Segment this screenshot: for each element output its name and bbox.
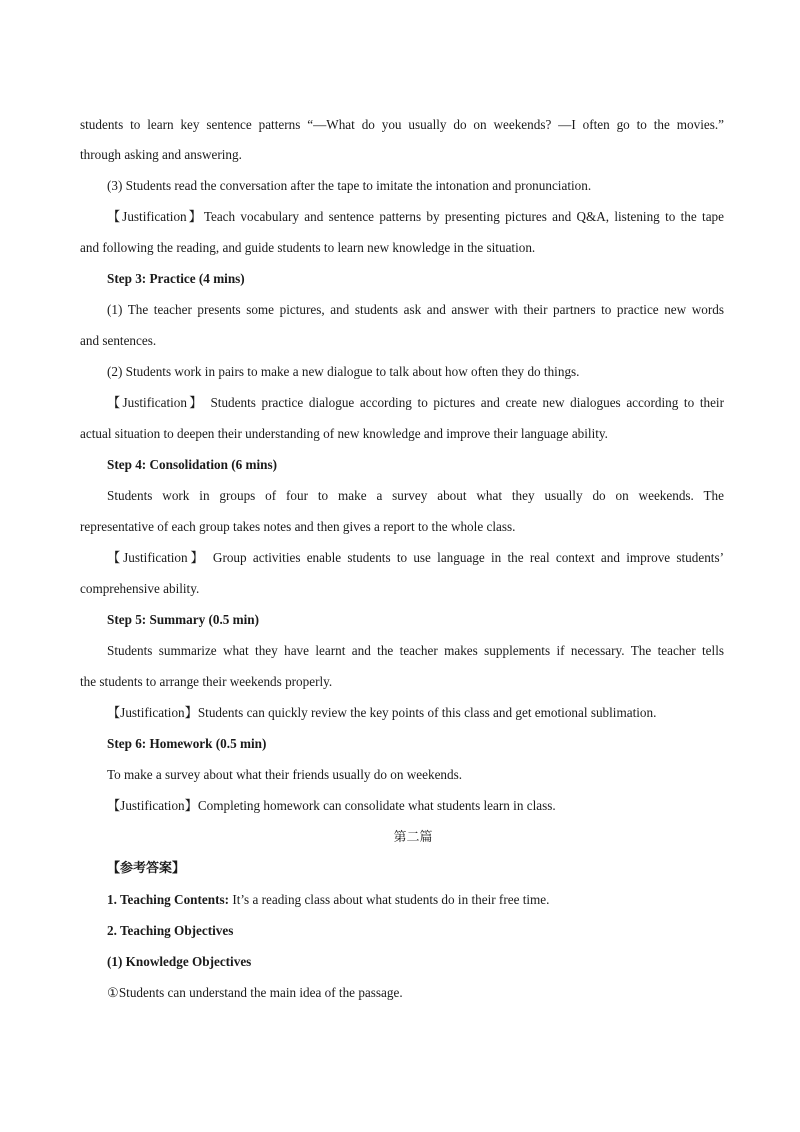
paragraph-line: Students work in groups of four to make a survey about what they usually do on weekends. The [107,488,724,503]
paragraph-line: students to learn key sentence patterns “—What do you usually do on weekends? —I often go to the movies.” [80,117,724,132]
objectives-heading: 2. Teaching Objectives [107,923,234,938]
paragraph-line: through asking and answering. [80,147,242,162]
step-heading: Step 4: Consolidation (6 mins) [107,457,277,472]
justification-line: 【Justification】Teach vocabulary and sentence patterns by presenting pictures and Q&A, listening to the tape [107,209,724,224]
justification-line: 【Justification】Students can quickly review the key points of this class and get emotional sublimation. [107,705,657,720]
justification-line: 【Justification】 Students practice dialogue according to pictures and create new dialogues according to their [107,395,724,410]
teaching-contents-label: 1. Teaching Contents: [107,892,230,907]
paragraph-line: Students summarize what they have learnt and the teacher makes supplements if necessary. The teacher tells [107,643,724,658]
justification-line: 【Justification】 Group activities enable students to use language in the real context and improve students’ [107,550,724,565]
paragraph-line: (3) Students read the conversation after the tape to imitate the intonation and pronunciation. [107,178,592,193]
paragraph-line: ①Students can understand the main idea of the passage. [107,985,403,1000]
paragraph-line: comprehensive ability. [80,581,200,596]
paragraph-line: the students to arrange their weekends properly. [80,674,333,689]
step-heading: Step 6: Homework (0.5 min) [107,736,267,751]
paragraph-line: actual situation to deepen their understanding of new knowledge and improve their language ability. [80,426,608,441]
step-heading: Step 5: Summary (0.5 min) [107,612,260,627]
paragraph-line: representative of each group takes notes and then gives a report to the whole class. [80,519,516,534]
paragraph-line: (2) Students work in pairs to make a new dialogue to talk about how often they do things. [107,364,580,379]
paragraph-line: To make a survey about what their friends usually do on weekends. [107,767,463,782]
answer-heading: 【参考答案】 [107,861,186,876]
step-heading: Step 3: Practice (4 mins) [107,271,245,286]
section-title: 第二篇 [393,830,433,845]
paragraph-line: and sentences. [80,333,157,348]
teaching-contents-line [107,891,549,909]
teaching-contents-text: It’s a reading class about what students do in their free time. [229,892,550,907]
paragraph-line: (1) The teacher presents some pictures, and students ask and answer with their partners to practice new words [107,302,724,317]
paragraph-line: and following the reading, and guide students to learn new knowledge in the situation. [80,240,536,255]
justification-line: 【Justification】Completing homework can consolidate what students learn in class. [107,798,556,813]
knowledge-objectives-heading: (1) Knowledge Objectives [107,954,252,969]
